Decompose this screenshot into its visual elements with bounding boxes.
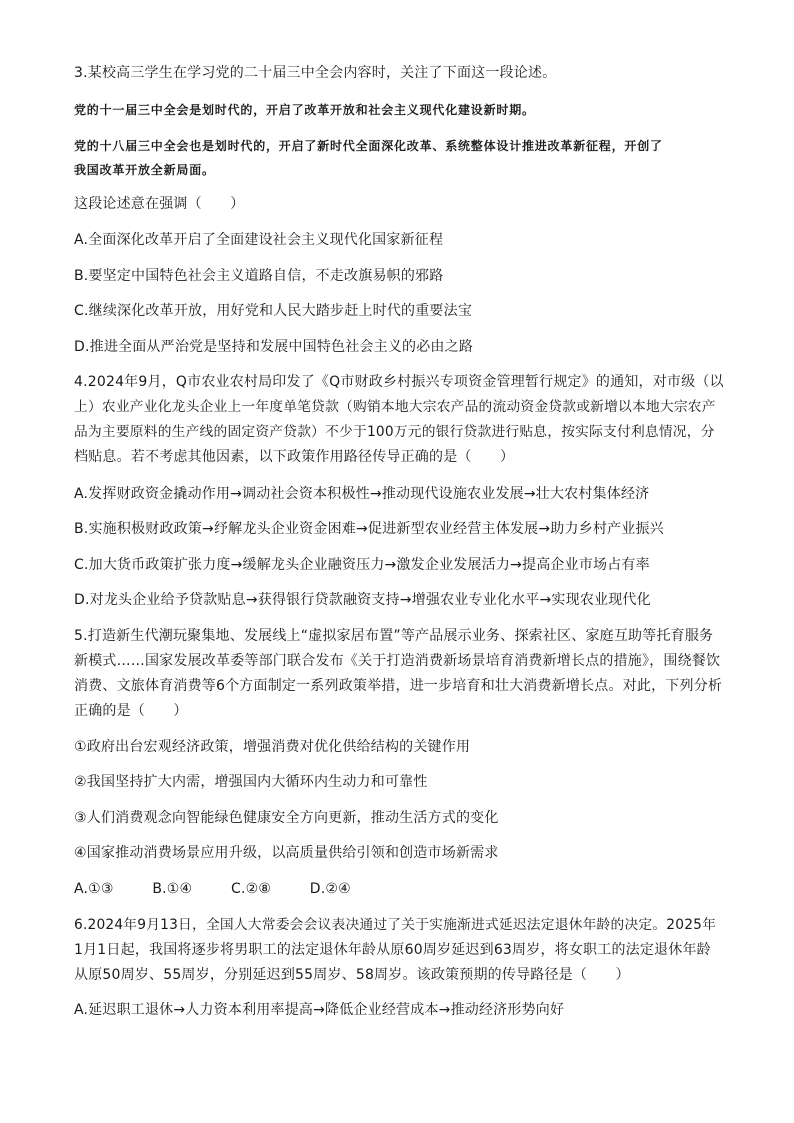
- q3-stem: 3.某校高三学生在学习党的二十届三中全会内容时，关注了下面这一段论述。: [74, 65, 557, 81]
- q5-stem-line-1: 5.打造新生代潮玩聚集地、发展线上“虚拟家居布置”等产品展示业务、探索社区、家庭互助等托育服务: [74, 628, 714, 644]
- q4-stem-line-1: 4.2024年9月，Q市农业农村局印发了《Q市财政乡村振兴专项资金管理暂行规定》的通知，对市级（以: [74, 374, 724, 390]
- q6-stem-line-2: 1月1日起，我国将逐步将男职工的法定退休年龄从原60周岁延迟到63周岁，将女职工的法定退休年龄: [74, 942, 711, 958]
- q5-stem-line-2: 新模式……国家发展改革委等部门联合发布《关于打造消费新场景培育消费新增长点的措施》，围绕餐饮: [74, 653, 721, 669]
- q4-stem-line-4: 档贴息。若不考虑其他因素，以下政策作用路径传导正确的是（ ）: [74, 449, 515, 465]
- q5-option-b: B.①④: [152, 881, 193, 897]
- q3-option-a: A.全面深化改革开启了全面建设社会主义现代化国家新征程: [74, 232, 444, 248]
- q3-prompt: 这段论述意在强调（ ）: [74, 196, 245, 212]
- q5-statement-2: ②我国坚持扩大内需，增强国内大循环内生动力和可靠性: [74, 774, 428, 790]
- q4-option-b: B.实施积极财政政策→纾解龙头企业资金困难→促进新型农业经营主体发展→助力乡村产业振兴: [74, 521, 664, 537]
- q4-option-d: D.对龙头企业给予贷款贴息→获得银行贷款融资支持→增强农业专业化水平→实现农业现代化: [74, 592, 651, 608]
- q6-stem-line-3: 从原50周岁、55周岁，分别延迟到55周岁、58周岁。该政策预期的传导路径是（ ）: [74, 967, 630, 983]
- q3-quote-1: 党的十一届三中全会是划时代的，开启了改革开放和社会主义现代化建设新时期。: [74, 103, 535, 117]
- q4-option-a: A.发挥财政资金撬动作用→调动社会资本积极性→推动现代设施农业发展→壮大农村集体经济: [74, 486, 650, 502]
- q3-quote-2-line-2: 我国改革开放全新局面。: [74, 163, 215, 177]
- q5-statement-3: ③人们消费观念向智能绿色健康安全方向更新，推动生活方式的变化: [74, 810, 499, 826]
- q5-statement-1: ①政府出台宏观经济政策，增强消费对优化供给结构的关键作用: [74, 739, 471, 755]
- q3-quote-2-line-1: 党的十八届三中全会也是划时代的，开启了新时代全面深化改革、系统整体设计推进改革新征程，开创了: [74, 139, 663, 153]
- q6-option-a: A.延迟职工退休→人力资本利用率提高→降低企业经营成本→推动经济形势向好: [74, 1002, 565, 1018]
- q5-option-d: D.②④: [309, 881, 351, 897]
- q5-options: [74, 879, 724, 899]
- q3-option-c: C.继续深化改革开放，用好党和人民大踏步赶上时代的重要法宝: [74, 303, 473, 319]
- q5-option-c: C.②⑧: [230, 881, 272, 897]
- q4-option-c: C.加大货币政策扩张力度→缓解龙头企业融资压力→激发企业发展活力→提高企业市场占有率: [74, 557, 650, 573]
- q3-option-b: B.要坚定中国特色社会主义道路自信，不走改旗易帜的邪路: [74, 268, 444, 284]
- q4-stem-line-2: 上）农业产业化龙头企业上一年度单笔贷款（购销本地大宗农产品的流动资金贷款或新增以本地大宗农产: [74, 399, 716, 415]
- q5-stem-line-3: 消费、文旅体育消费等6个方面制定一系列政策举措，进一步培育和壮大消费新增长点。对此，下列分析: [74, 678, 723, 694]
- q6-stem-line-1: 6.2024年9月13日，全国人大常委会会议表决通过了关于实施渐进式延迟法定退休年龄的决定。2025年: [74, 917, 717, 933]
- q5-statement-4: ④国家推动消费场景应用升级，以高质量供给引领和创造市场新需求: [74, 845, 499, 861]
- q3-option-d: D.推进全面从严治党是坚持和发展中国特色社会主义的必由之路: [74, 339, 474, 355]
- q5-stem-line-4: 正确的是（ ）: [74, 703, 188, 719]
- q4-stem-line-3: 品为主要原料的生产线的固定资产贷款）不少于100万元的银行贷款进行贴息，按实际支付利息情况，分: [74, 424, 715, 440]
- q5-option-a: A.①③: [74, 881, 114, 897]
